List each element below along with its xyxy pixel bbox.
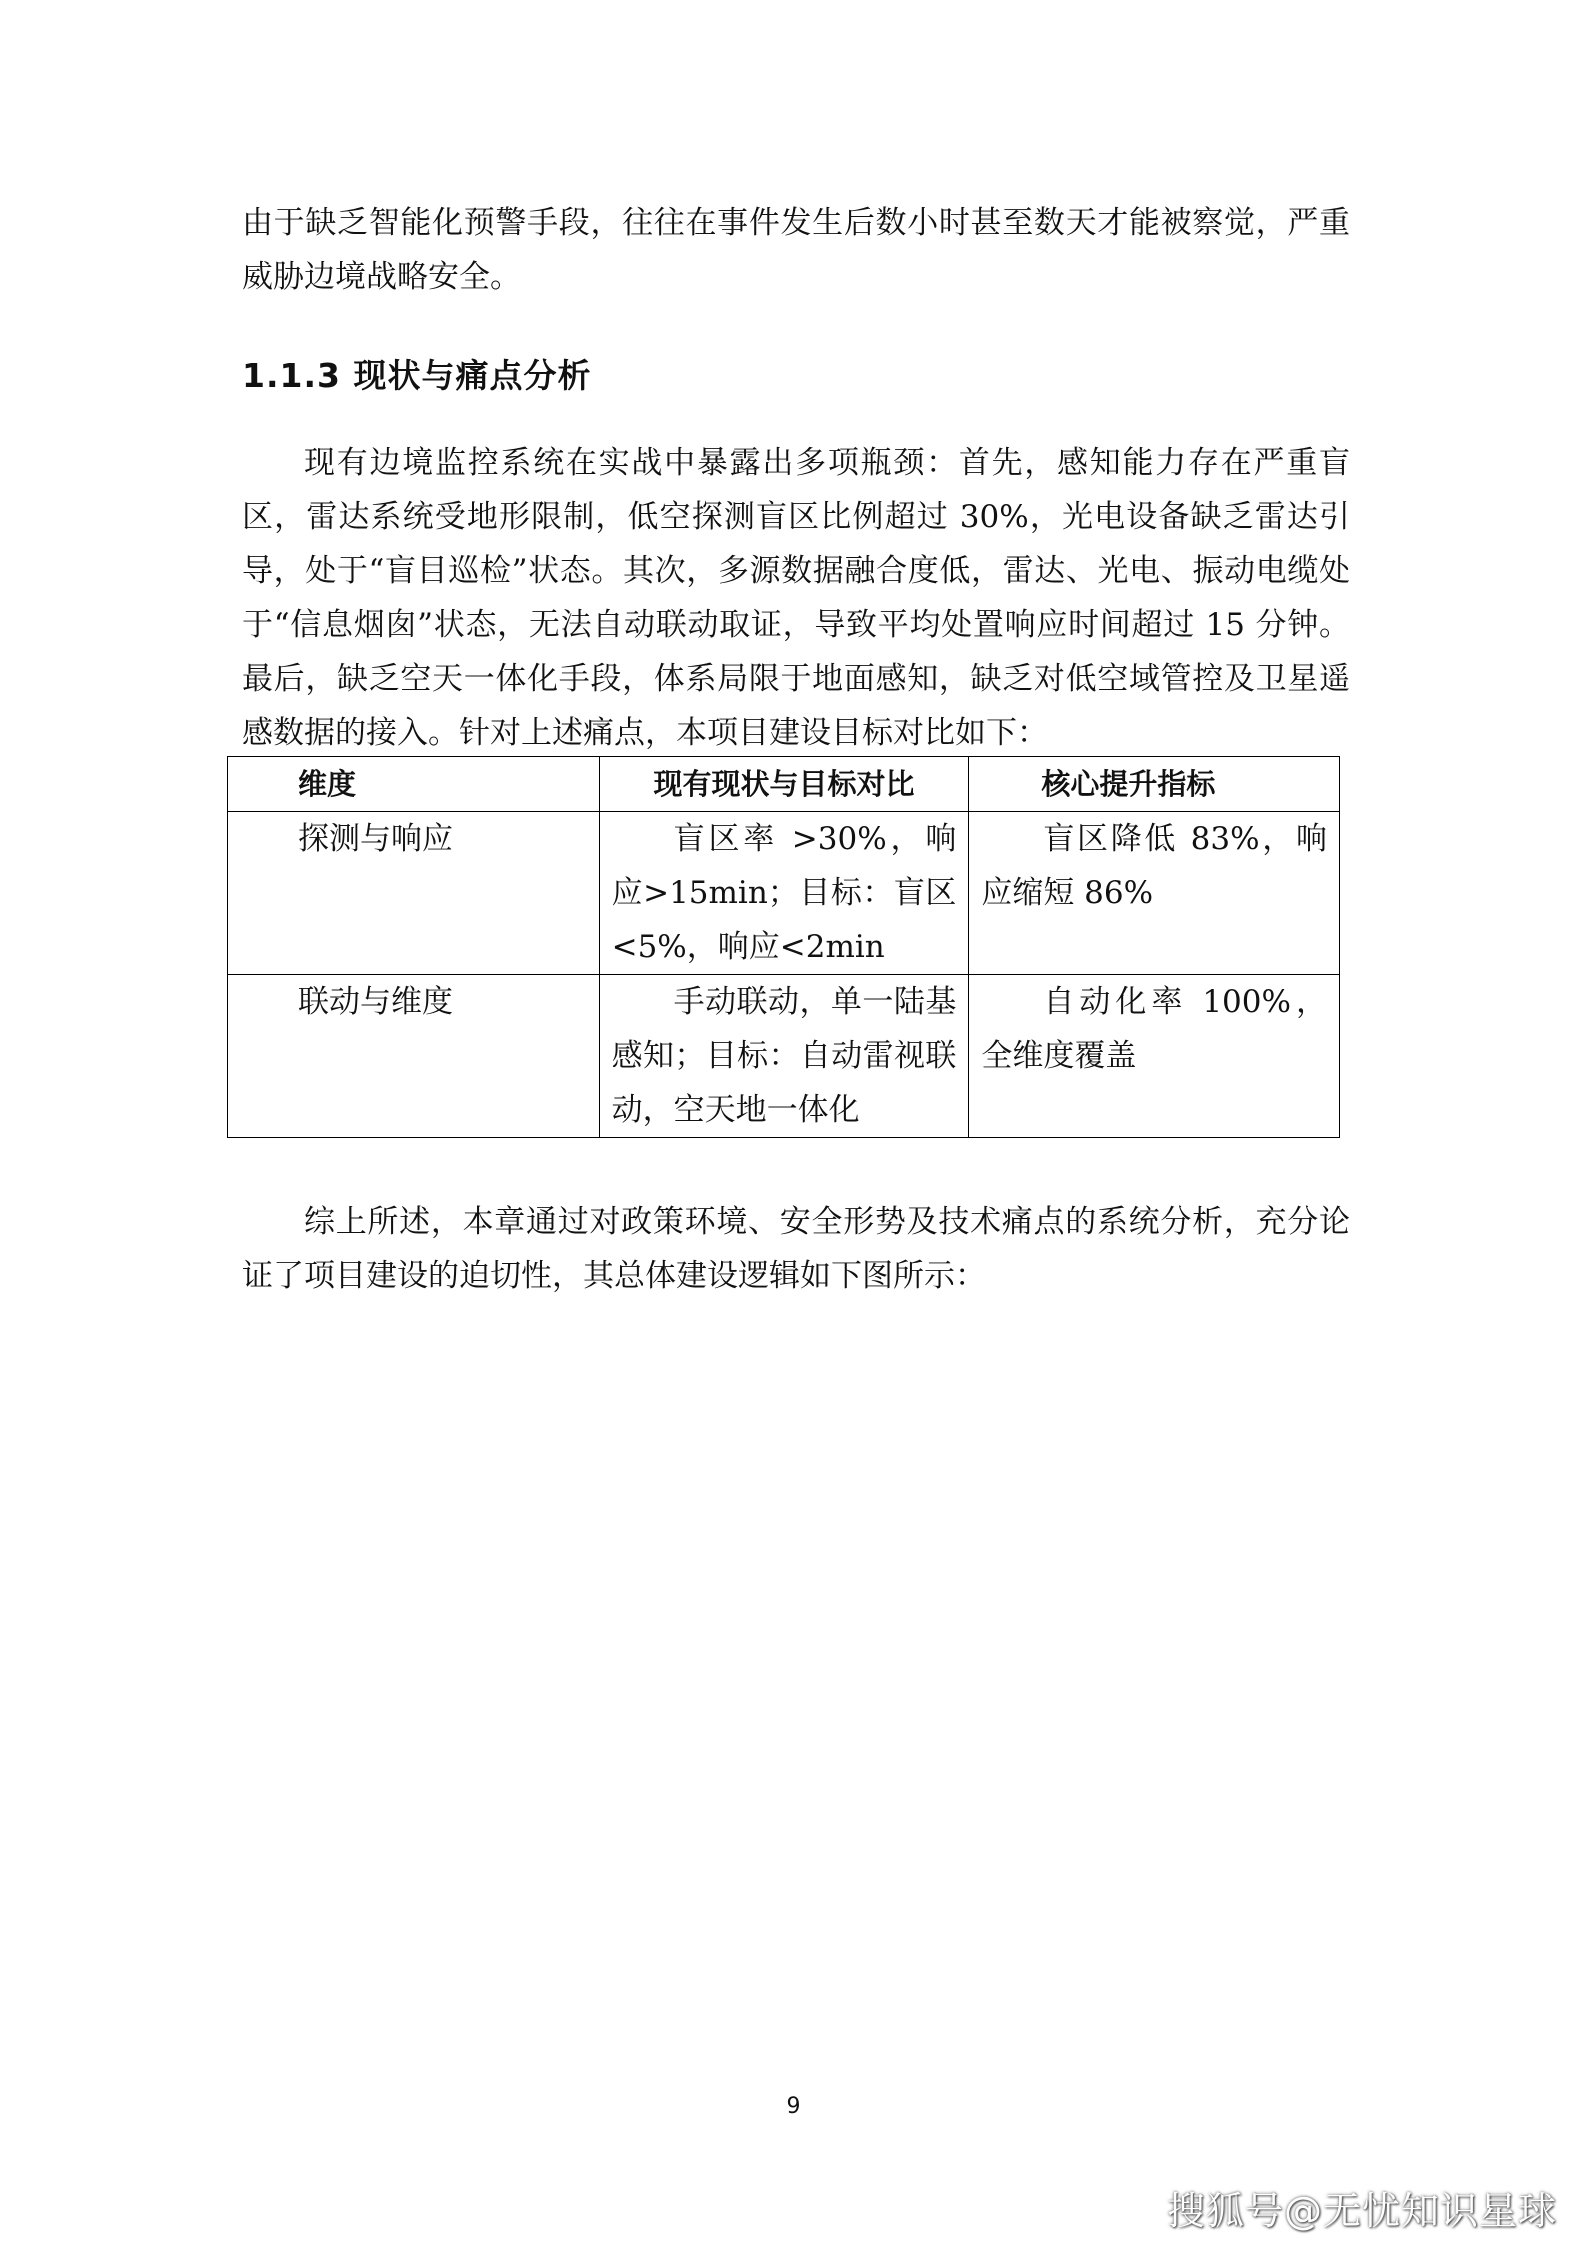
watermark: 搜狐号@无忧知识星球 — [1166, 2189, 1557, 2233]
table-header-row — [228, 757, 1340, 812]
table-row — [228, 812, 1340, 975]
header-comparison: 现有现状与目标对比 — [599, 757, 969, 812]
table-row — [228, 975, 1340, 1138]
header-dimension: 维度 — [228, 757, 600, 812]
row-indicator: 自动化率 100%，全维度覆盖 — [969, 975, 1340, 1138]
row-dimension: 联动与维度 — [228, 975, 600, 1138]
header-indicator: 核心提升指标 — [969, 757, 1340, 812]
section-heading: 1.1.3 现状与痛点分析 — [242, 356, 592, 395]
row-comparison: 盲区率 >30%，响应>15min；目标：盲区<5%，响应<2min — [599, 812, 969, 975]
comparison-table — [227, 756, 1340, 1138]
summary-paragraph: 综上所述，本章通过对政策环境、安全形势及技术痛点的系统分析，充分论证了项目建设的迫切性，其总体建设逻辑如下图所示： — [242, 1204, 1350, 1294]
intro-paragraph: 由于缺乏智能化预警手段，往往在事件发生后数小时甚至数天才能被察觉，严重威胁边境战略安全。 — [242, 205, 1350, 295]
row-indicator: 盲区降低 83%，响应缩短 86% — [969, 812, 1340, 975]
row-dimension: 探测与响应 — [228, 812, 600, 975]
page-number: 9 — [786, 2094, 801, 2119]
row-comparison: 手动联动，单一陆基感知；目标：自动雷视联动，空天地一体化 — [599, 975, 969, 1138]
analysis-paragraph: 现有边境监控系统在实战中暴露出多项瓶颈：首先，感知能力存在严重盲区，雷达系统受地形限制，低空探测盲区比例超过 30%，光电设备缺乏雷达引导，处于“盲目巡检”状态。其次，多源数据融合度低，雷达、光电、振动电缆处于“信息烟囱”状态，无法自动联动取证，导致平均处置响应时间超过 15 分钟。最后，缺乏空天一体化手段，体系局限于地面感知，缺乏对低空域管控及卫星遥感数据的接入。针对上述痛点，本项目建设目标对比如下： — [242, 445, 1350, 751]
